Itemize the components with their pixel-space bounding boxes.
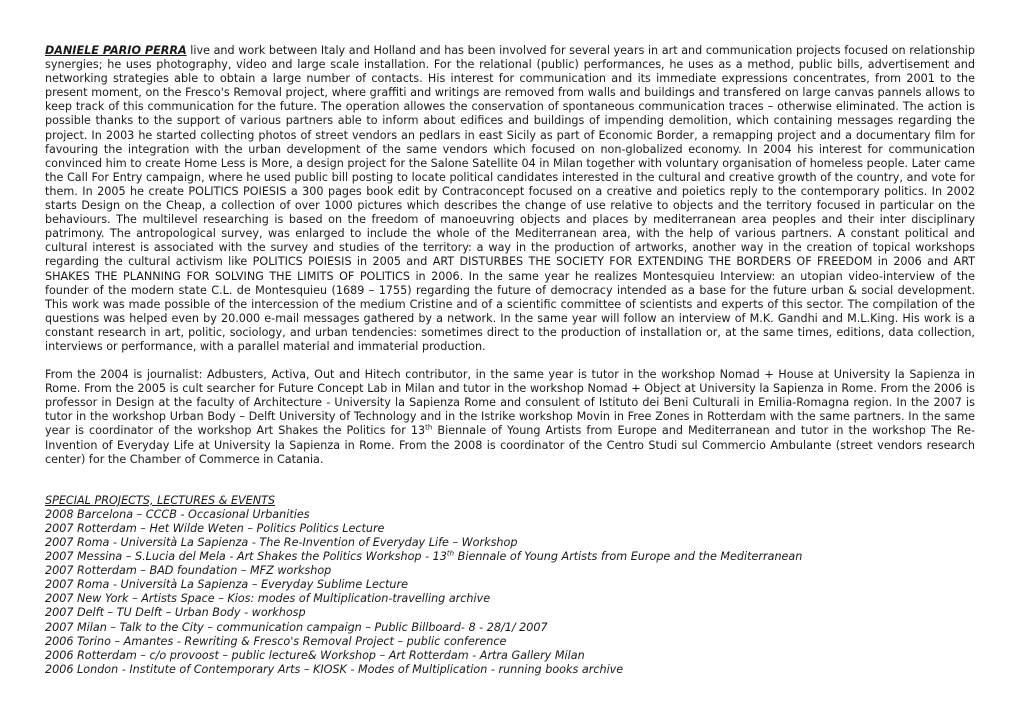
event-item: 2007 Rotterdam – Het Wilde Weten – Politics Politics Lecture xyxy=(45,521,385,535)
event-item: 2007 Milan – Talk to the City – communication campaign – Public Billboard- 8 - 28/1/ 2007 xyxy=(45,620,548,634)
superscript-th: th xyxy=(425,423,433,432)
event-text-a: 2007 Messina – S.Lucia del Mela - Art Shakes the Politics Workshop - 13 xyxy=(45,550,447,564)
event-item: 2006 London - Institute of Contemporary Arts – KIOSK - Modes of Multiplication - running books archive xyxy=(45,662,624,676)
special-projects-heading: SPECIAL PROJECTS, LECTURES & EVENTS xyxy=(45,493,276,507)
bio-text-1: live and work between Italy and Holland and has been involved for several years in art and communication projects focused on relationship synergies; he uses photography, video and large scale installation. For the relational (public) performances, he uses as a method, public bills, advertisement and networking strategies able to obtain a large number of contacts. His interest for communication and its immediate expressions concentrates, from 2001 to the present moment, on the Fresco's Removal project, where graffiti and writings are removed from walls and buildings and transfered on large canvas pannels allows to keep track of this communication for the future. The operation allowes the conservation of spontaneous communication traces – otherwise eliminated. The action is possible thanks to the support of various partners able to inform about edifices and buildings of impending demolition, which containing messages regarding the project. In 2003 he started collecting photos of street vendors an pedlars in east Sicily as part of Economic Border, a remapping project and a documentary film for favouring the integration with the urban development of the same vendors which focused on non-globalized economy. In 2004 his interest for communication convinced him to create Home Less is More, a design project for the Salone Satellite 04 in Milan together with voluntary organisation of homeless people. Later came the Call For Entry campaign, where he used public bill posting to locate political candidates interested in the cultural and creative growth of the country, and vote for them. In 2005 he create POLITICS POIESIS a 300 pages book edit by Contraconcept focused on a creative and poietics reply to the contemporary politics. In 2002 starts Design on the Cheap, a collection of over 1000 pictures which describes the change of use relative to objects and the territory focused in particular on the behaviours. The multilevel researching is based on the freedom of manoeuvring objects and places by mediterranean area peoples and their inter disciplinary patrimony. The antropological survey, was enlarged to include the whole of the Mediterranean area, with the help of various partners. A constant political and cultural interest is associated with the survey and studies of the territory: a way in the production of artworks, another way in the creation of topical workshops regarding the cultural activism like POLITICS POIESIS in 2005 and ART DISTURBES THE SOCIETY FOR EXTENDING THE BORDERS OF FREEDOM in 2006 and ART SHAKES THE PLANNING FOR SOLVING THE LIMITS OF POLITICS in 2006. In the same year he realizes Montesquieu Interview: an utopian video-interview of the founder of the modern state C.L. de Montesquieu (1689 – 1755) regarding the future of democracy intended as a base for the future urban & social development. This work was made possible of the intercession of the medium Cristine and of a scientific committee of scientists and experts of this sector. The compilation of the questions was helped even by 20.000 e-mail messages gathered by a network. In the same year will follow an interview of M.K. Gandhi and M.L.King. His work is a constant research in art, politic, sociology, and urban tendencies: sometimes direct to the production of installation or, at the same times, editions, data collection, interviews or performance, with a parallel material and immaterial production. xyxy=(45,44,975,353)
document-page xyxy=(45,44,975,677)
superscript-th: th xyxy=(446,549,455,558)
event-item: 2008 Barcelona – CCCB - Occasional Urbanities xyxy=(45,507,310,521)
event-item: 2007 Roma - Università La Sapienza – Everyday Sublime Lecture xyxy=(45,578,408,592)
special-projects-section xyxy=(45,494,975,677)
event-item: 2007 Rotterdam – BAD foundation – MFZ workshop xyxy=(45,564,332,578)
event-item: 2006 Torino – Amantes - Rewriting & Fresco's Removal Project – public conference xyxy=(45,634,507,648)
event-text-b: Biennale of Young Artists from Europe and the Mediterranean xyxy=(454,550,803,564)
bio-text-2b: Biennale of Young Artists from Europe and Mediterranean and tutor in the workshop The Re-Invention of Everyday Life at University la Sapienza in Rome. From the 2008 is coordinator of the Centro Studi sul Commercio Ambulante (street vendors research center) for the Chamber of Commerce in Catania. xyxy=(45,424,976,466)
bio-paragraph-2 xyxy=(45,368,975,467)
event-item: 2007 New York – Artists Space – Kios: modes of Multiplication-travelling archive xyxy=(45,592,491,606)
bio-text-2a: From the 2004 is journalist: Adbusters, Activa, Out and Hitech contributor, in the same year is tutor in the workshop Nomad + House at University la Sapienza in Rome. From the 2005 is cult searcher for Future Concept Lab in Milan and tutor in the workshop Nomad + Object at University la Sapienza in Rome. From the 2006 is professor in Design at the faculty of Architecture - University la Sapienza Rome and consulent of Istituto dei Beni Culturali in Emilia-Romagna region. In the 2007 is tutor in the workshop Urban Body – Delft University of Technology and in the Istrike workshop Movin in Free Zones in Rotterdam with the same partners. In the same year is coordinator of the workshop Art Shakes the Politics for 13 xyxy=(45,368,975,438)
author-name: DANIELE PARIO PERRA xyxy=(45,44,187,57)
bio-paragraph-1 xyxy=(45,44,975,354)
event-item-messina xyxy=(45,550,975,564)
event-item: 2007 Roma - Università La Sapienza - The Re-Invention of Everyday Life – Workshop xyxy=(45,536,518,549)
event-item: 2006 Rotterdam – c/o provoost – public lecture& Workshop – Art Rotterdam - Artra Gallery Milan xyxy=(45,648,585,662)
event-item: 2007 Delft – TU Delft – Urban Body - workhosp xyxy=(45,606,306,620)
